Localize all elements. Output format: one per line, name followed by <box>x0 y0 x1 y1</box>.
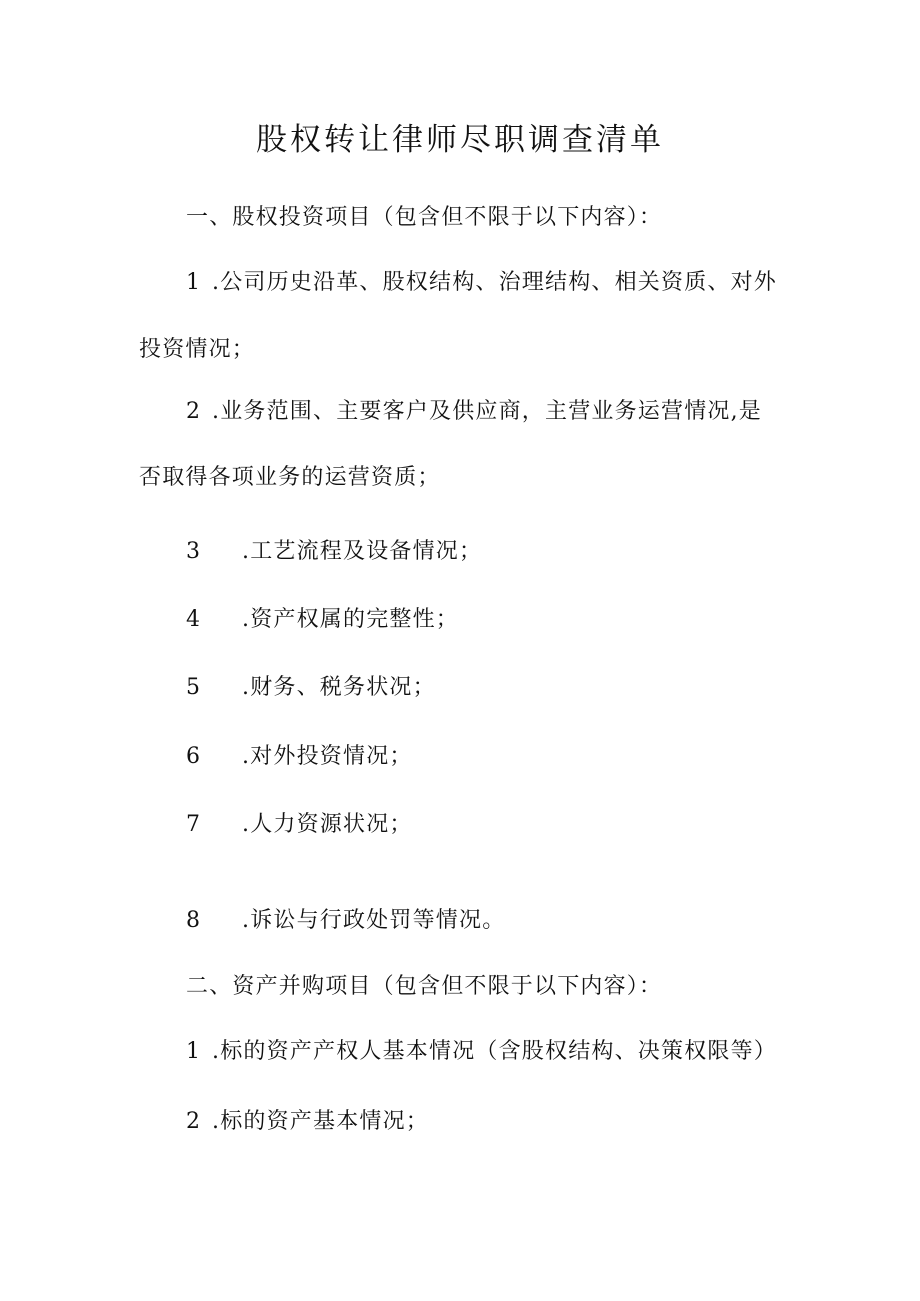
item-text: .诉讼与行政处罚等情况。 <box>242 908 506 933</box>
item-text: .工艺流程及设备情况； <box>242 539 483 564</box>
item-number: 4 <box>186 607 202 632</box>
list-item <box>186 537 482 567</box>
item-number: 1 <box>186 270 202 295</box>
list-item <box>186 1037 777 1067</box>
item-number: 5 <box>186 675 202 700</box>
item-number: 6 <box>186 744 202 769</box>
list-item <box>186 742 413 772</box>
item-text: .公司历史沿革、股权结构、治理结构、相关资质、对外 <box>212 270 777 295</box>
list-item <box>186 268 777 298</box>
section1-heading: 一、股权投资项目（包含但不限于以下内容）： <box>186 205 663 230</box>
item-number: 8 <box>186 908 202 933</box>
item-text: .标的资产基本情况； <box>212 1109 429 1134</box>
document-title: 股权转让律师尽职调查清单 <box>256 122 664 158</box>
item-number: 7 <box>186 812 202 837</box>
item-text: .资产权属的完整性； <box>242 607 459 632</box>
item-text-continuation: 投资情况； <box>139 337 256 362</box>
item-number: 3 <box>186 539 202 564</box>
item-text: .业务范围、主要客户及供应商，主营业务运营情况,是 <box>212 399 762 424</box>
item-text: .财务、税务状况； <box>242 675 436 700</box>
list-item <box>186 397 762 427</box>
list-item <box>186 810 413 840</box>
list-item <box>186 1107 429 1137</box>
item-number: 1 <box>186 1039 202 1064</box>
item-number: 2 <box>186 1109 202 1134</box>
item-text: .人力资源状况； <box>242 812 413 837</box>
list-item <box>186 906 505 936</box>
item-number: 2 <box>186 399 202 424</box>
section2-heading: 二、资产并购项目（包含但不限于以下内容）： <box>186 974 663 999</box>
item-text-continuation: 否取得各项业务的运营资质； <box>139 465 441 490</box>
item-text: .标的资产产权人基本情况（含股权结构、决策权限等） <box>212 1039 777 1064</box>
list-item <box>186 673 436 703</box>
item-text: .对外投资情况； <box>242 744 413 769</box>
list-item <box>186 605 459 635</box>
